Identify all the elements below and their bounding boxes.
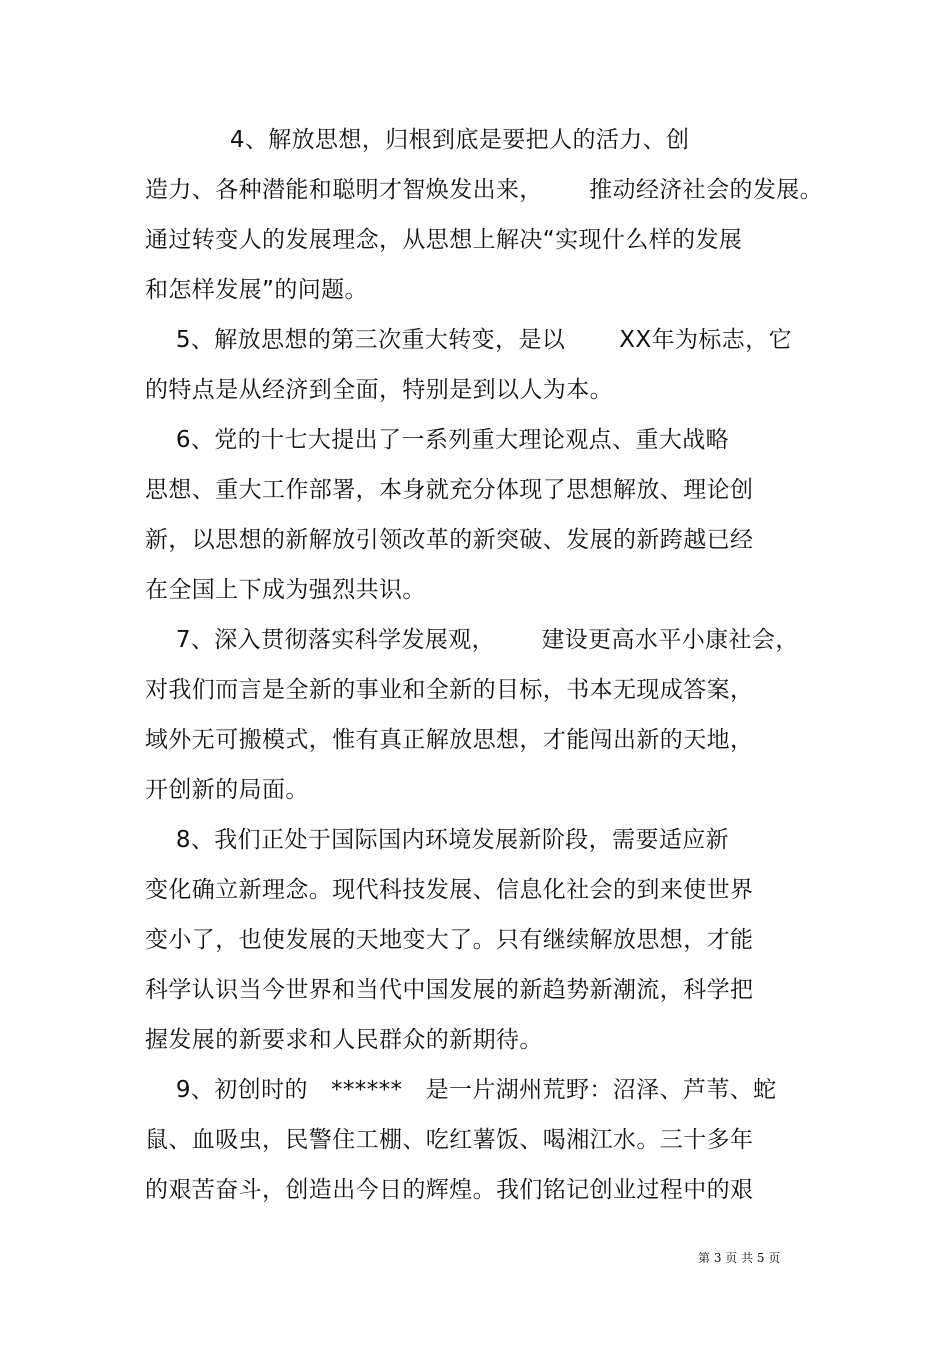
- text-line: 的特点是从经济到全面，特别是到以人为本。: [145, 377, 613, 403]
- text-line: 4、解放思想，归根到底是要把人的活力、创: [145, 127, 690, 153]
- text-line: 思想、重大工作部署，本身就充分体现了思想解放、理论创: [145, 477, 754, 503]
- text-line: 造力、各种潜能和聪明才智焕发出来， 推动经济社会的发展。: [145, 177, 824, 203]
- text-line: 新，以思想的新解放引领改革的新突破、发展的新跨越已经: [145, 527, 754, 553]
- text-line: 变小了，也使发展的天地变大了。只有继续解放思想，才能: [145, 927, 754, 953]
- text-line: 9、初创时的 ****** 是一片湖州荒野：沼泽、芦苇、蛇: [145, 1077, 777, 1103]
- text-line: 开创新的局面。: [145, 777, 309, 803]
- text-line: 5、解放思想的第三次重大转变，是以 XX年为标志，它: [145, 327, 792, 353]
- text-line: 7、深入贯彻落实科学发展观， 建设更高水平小康社会，: [145, 627, 799, 653]
- text-line: 鼠、血吸虫，民警住工棚、吃红薯饭、喝湘江水。三十多年: [145, 1127, 754, 1153]
- text-line: 6、党的十七大提出了一系列重大理论观点、重大战略: [145, 427, 730, 453]
- text-line: 在全国上下成为强烈共识。: [145, 577, 426, 603]
- text-line: 和怎样发展”的问题。: [145, 277, 368, 303]
- text-line: 科学认识当今世界和当代中国发展的新趋势新潮流，科学把: [145, 977, 754, 1003]
- text-line: 变化确立新理念。现代科技发展、信息化社会的到来使世界: [145, 877, 754, 903]
- page-number-footer: 第 3 页 共 5 页: [698, 1251, 781, 1265]
- text-line: 8、我们正处于国际国内环境发展新阶段，需要适应新: [145, 827, 730, 853]
- text-line: 通过转变人的发展理念，从思想上解决“实现什么样的发展: [145, 227, 743, 253]
- text-line: 对我们而言是全新的事业和全新的目标，书本无现成答案，: [145, 677, 754, 703]
- text-line: 的艰苦奋斗，创造出今日的辉煌。我们铭记创业过程中的艰: [145, 1177, 754, 1203]
- text-line: 域外无可搬模式，惟有真正解放思想，才能闯出新的天地，: [145, 727, 754, 753]
- text-line: 握发展的新要求和人民群众的新期待。: [145, 1027, 543, 1053]
